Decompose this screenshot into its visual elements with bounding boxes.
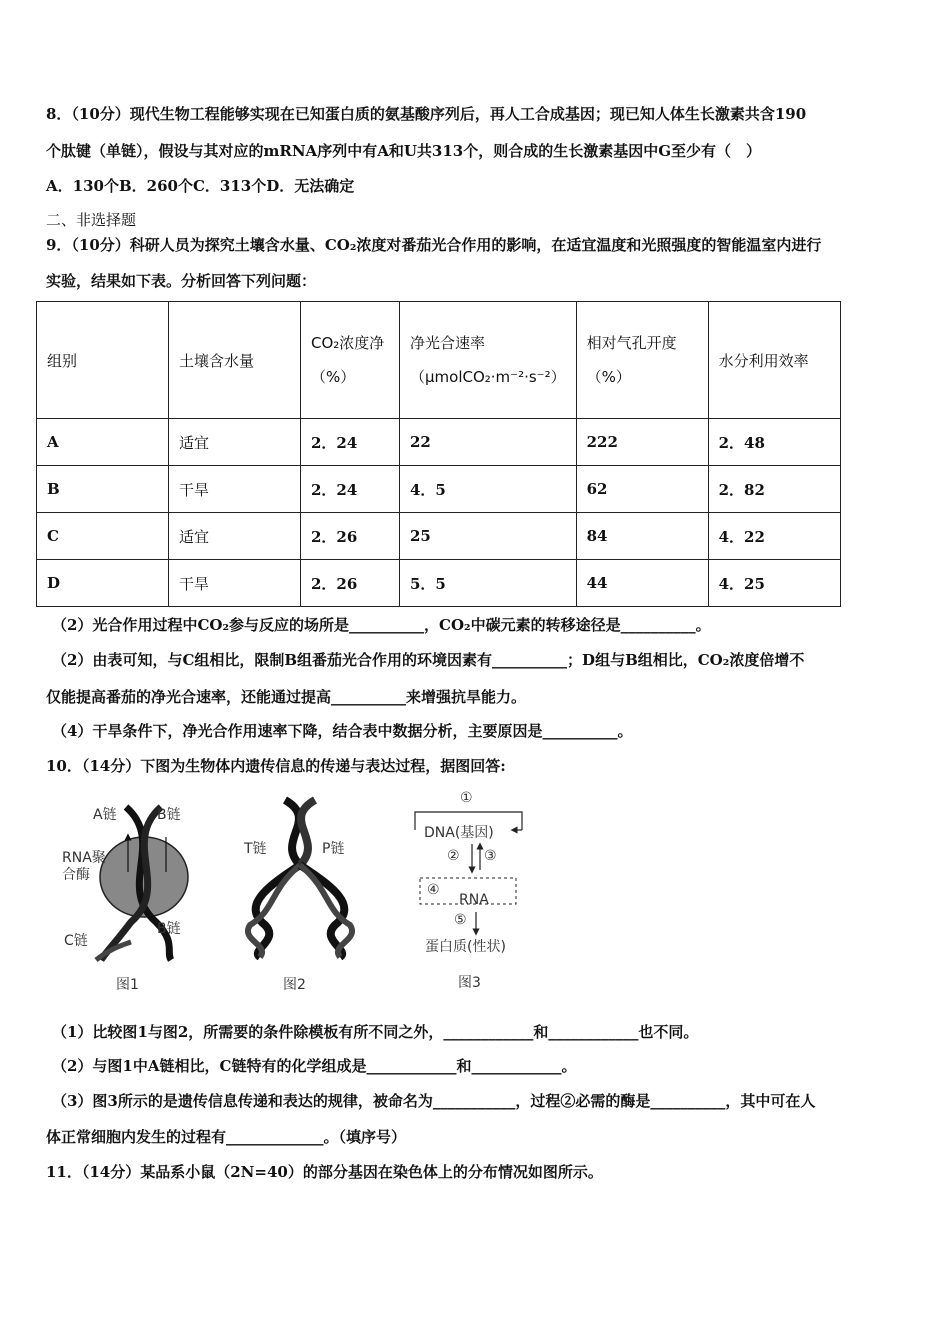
fig1-label-rna2: 合酶 xyxy=(62,867,90,883)
fig3-caption: 图3 xyxy=(458,975,481,991)
cell: A xyxy=(37,419,169,466)
q8-options: A．130个B．260个C．313个D．无法确定 xyxy=(46,177,355,195)
table-row xyxy=(37,560,841,607)
fig3-num1: ① xyxy=(460,790,473,806)
q10-sub3b: 体正常细胞内发生的过程有_____________。（填序号） xyxy=(46,1128,407,1146)
cell: 22 xyxy=(400,419,577,466)
cell: 44 xyxy=(576,560,708,607)
cell: 62 xyxy=(576,466,708,513)
cell: 5．5 xyxy=(400,560,577,607)
fig2-caption: 图2 xyxy=(283,977,306,993)
q11-stem: 11．（14分）某品系小鼠（2N=40）的部分基因在染色体上的分布情况如图所示。 xyxy=(46,1163,603,1181)
cell: 222 xyxy=(576,419,708,466)
fig3-num5: ⑤ xyxy=(454,912,467,928)
q9-line1: 9．（10分）科研人员为探究土壤含水量、CO₂浓度对番茄光合作用的影响，在适宜温度和光照强度的智能温室内进行 xyxy=(46,236,822,254)
cell: 适宜 xyxy=(169,419,301,466)
fig3-protein: 蛋白质(性状) xyxy=(425,939,506,955)
cell: 2．48 xyxy=(708,419,840,466)
cell: 4．22 xyxy=(708,513,840,560)
fig2-label-p: P链 xyxy=(322,841,345,857)
cell: 2．26 xyxy=(301,513,400,560)
q10-stem: 10．（14分）下图为生物体内遗传信息的传递与表达过程，据图回答: xyxy=(46,757,506,775)
header-group: 组别 xyxy=(37,302,169,419)
fig1-label-rna1: RNA聚 xyxy=(62,850,106,866)
cell: 2．82 xyxy=(708,466,840,513)
table-row xyxy=(37,419,841,466)
fig1-label-b-bottom: B链 xyxy=(157,921,181,937)
section-heading: 二、非选择题 xyxy=(46,211,137,229)
cell: 2．24 xyxy=(301,419,400,466)
table-row xyxy=(37,513,841,560)
q9-sub4: （4）干旱条件下，净光合作用速率下降，结合表中数据分析，主要原因是__________。 xyxy=(52,722,633,740)
q9-line2: 实验，结果如下表。分析回答下列问题： xyxy=(46,272,317,290)
fig1-caption: 图1 xyxy=(116,977,139,993)
fig3-num2: ② xyxy=(447,848,460,864)
fig3-num3: ③ xyxy=(484,848,497,864)
fig1-label-c: C链 xyxy=(64,933,88,949)
q9-sub2a: （2）由表可知，与C组相比，限制B组番茄光合作用的环境因素有__________；D组与B组相比，CO₂浓度倍增不 xyxy=(52,651,805,669)
cell: 84 xyxy=(576,513,708,560)
q10-sub1: （1）比较图1与图2，所需要的条件除模板有所不同之外，____________和____________也不同。 xyxy=(52,1023,699,1041)
cell: D xyxy=(37,560,169,607)
header-stomatal-opening: 相对气孔开度（%） xyxy=(576,302,708,419)
header-water-efficiency: 水分利用效率 xyxy=(708,302,840,419)
fig3-rna: RNA xyxy=(459,892,489,908)
q8-line2: 个肽键（单链），假设与其对应的mRNA序列中有A和U共313个，则合成的生长激素基因中G至少有（ ） xyxy=(46,142,762,160)
cell: 干旱 xyxy=(169,466,301,513)
table-header-row xyxy=(37,302,841,419)
results-table xyxy=(36,301,841,607)
header-co2: CO₂浓度净（%） xyxy=(301,302,400,419)
table-row xyxy=(37,466,841,513)
cell: B xyxy=(37,466,169,513)
cell: C xyxy=(37,513,169,560)
fig1-label-a: A链 xyxy=(93,807,117,823)
cell: 2．26 xyxy=(301,560,400,607)
cell: 干旱 xyxy=(169,560,301,607)
q10-sub3a: （3）图3所示的是遗传信息传递和表达的规律，被命名为___________，过程②必需的酶是__________，其中可在人 xyxy=(52,1092,816,1110)
q9-sub1: （2）光合作用过程中CO₂参与反应的场所是__________，CO₂中碳元素的转移途径是__________。 xyxy=(52,616,711,634)
cell: 2．24 xyxy=(301,466,400,513)
q9-sub2b: 仅能提高番茄的净光合速率，还能通过提高__________来增强抗旱能力。 xyxy=(46,688,527,706)
q8-line1: 8．（10分）现代生物工程能够实现在已知蛋白质的氨基酸序列后，再人工合成基因；现已知人体生长激素共含190 xyxy=(46,105,807,123)
cell: 4．5 xyxy=(400,466,577,513)
figure2-replication xyxy=(240,795,360,960)
fig3-num4: ④ xyxy=(427,882,440,898)
fig3-dna: DNA(基因) xyxy=(424,825,494,841)
q10-sub2: （2）与图1中A链相比，C链特有的化学组成是____________和____________。 xyxy=(52,1057,577,1075)
fig1-label-b-top: B链 xyxy=(157,807,181,823)
cell: 适宜 xyxy=(169,513,301,560)
cell: 25 xyxy=(400,513,577,560)
header-soil-water: 土壤含水量 xyxy=(169,302,301,419)
fig2-label-t: T链 xyxy=(244,841,267,857)
cell: 4．25 xyxy=(708,560,840,607)
header-net-photosynthesis: 净光合速率（μmolCO₂·m⁻²·s⁻²） xyxy=(400,302,577,419)
